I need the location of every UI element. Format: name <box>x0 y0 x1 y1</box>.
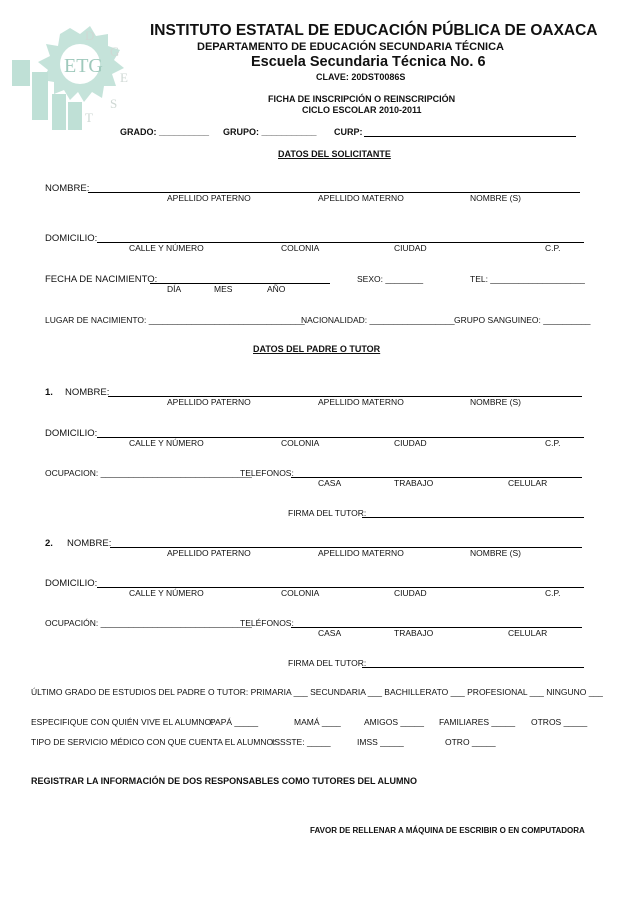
grupo-field[interactable]: GRUPO: ___________ <box>223 127 317 137</box>
logo-letter-d: D <box>85 28 95 43</box>
vive-mama[interactable]: MAMÁ ____ <box>294 717 341 727</box>
tutor1-firma-label: FIRMA DEL TUTOR: <box>288 508 367 518</box>
tutor1-casa: CASA <box>318 478 342 488</box>
vive-familiares[interactable]: FAMILIARES _____ <box>439 717 516 727</box>
section-solicitante-title: DATOS DEL SOLICITANTE <box>278 149 391 159</box>
vive-label: ESPECIFIQUE CON QUIÉN VIVE EL ALUMNO: <box>31 717 214 727</box>
logo-monogram: ETG <box>64 55 103 77</box>
grado-field[interactable]: GRADO: __________ <box>120 127 210 137</box>
tutor2-nombre-label: NOMBRE: <box>67 538 112 549</box>
fecha-dia: DÍA <box>167 284 182 294</box>
logo-letter-g: G <box>110 44 120 59</box>
logo-letter-s: S <box>110 96 118 111</box>
solicitante-domicilio-label: DOMICILIO: <box>45 233 98 244</box>
section-tutor-title: DATOS DEL PADRE O TUTOR <box>253 344 381 354</box>
tutor2-domicilio-label: DOMICILIO: <box>45 578 98 589</box>
tutor1-ciudad: CIUDAD <box>394 438 427 448</box>
tutor2-ciudad: CIUDAD <box>394 588 427 598</box>
institute-title: INSTITUTO ESTATAL DE EDUCACIÓN PÚBLICA DE OAXACA <box>150 22 598 39</box>
nacionalidad-field[interactable]: NACIONALIDAD: __________________ <box>301 315 455 325</box>
medico-imss[interactable]: IMSS _____ <box>357 737 404 747</box>
department-title: DEPARTAMENTO DE EDUCACIÓN SECUNDARIA TÉCNICA <box>197 41 504 53</box>
tutor2-number: 2. <box>45 538 53 549</box>
solicitante-cp: C.P. <box>545 243 561 253</box>
lugar-nacimiento-field[interactable]: LUGAR DE NACIMIENTO: _________________________________ <box>45 315 305 325</box>
tutor2-colonia: COLONIA <box>281 588 320 598</box>
tutor2-apellido-paterno: APELLIDO PATERNO <box>167 548 251 558</box>
tutor1-ocupacion-field[interactable]: OCUPACION: ________________________________ <box>45 468 252 478</box>
tutor2-telefonos-label: TELÉFONOS: <box>240 618 294 628</box>
tutor2-ocupacion-field[interactable]: OCUPACIÓN: ________________________________ <box>45 618 252 628</box>
tutor1-calle: CALLE Y NÚMERO <box>129 438 204 448</box>
medico-otro[interactable]: OTRO _____ <box>445 737 496 747</box>
tutor2-casa: CASA <box>318 628 342 638</box>
tutor1-number: 1. <box>45 387 53 398</box>
registrar-note: REGISTRAR LA INFORMACIÓN DE DOS RESPONSABLES COMO TUTORES DEL ALUMNO <box>31 776 418 786</box>
tutor2-cp: C.P. <box>545 588 561 598</box>
tutor2-apellido-materno: APELLIDO MATERNO <box>318 548 404 558</box>
tutor1-cp: C.P. <box>545 438 561 448</box>
solicitante-nombres: NOMBRE (S) <box>470 193 521 203</box>
tel-field[interactable]: TEL: ____________________ <box>470 274 585 284</box>
tutor2-firma-line[interactable] <box>362 667 584 668</box>
fecha-nacimiento-label: FECHA DE NACIMIENTO: <box>45 274 158 285</box>
solicitante-ciudad: CIUDAD <box>394 243 427 253</box>
clave: CLAVE: 20DST0086S <box>316 72 406 82</box>
tutor1-telefonos-label: TELEFONOS: <box>240 468 294 478</box>
estudios-field[interactable]: ÚLTIMO GRADO DE ESTUDIOS DEL PADRE O TUTOR: PRIMARIA ___ SECUNDARIA ___ BACHILLERATO ___ PROFESIONAL ___ NINGUNO ___ <box>31 687 603 697</box>
solicitante-calle: CALLE Y NÚMERO <box>129 243 204 253</box>
tutor1-domicilio-label: DOMICILIO: <box>45 428 98 439</box>
curp-label: CURP: <box>334 127 363 137</box>
tutor1-colonia: COLONIA <box>281 438 320 448</box>
vive-amigos[interactable]: AMIGOS _____ <box>364 717 425 727</box>
tutor1-nombre-label: NOMBRE: <box>65 387 110 398</box>
tutor2-firma-label: FIRMA DEL TUTOR: <box>288 658 367 668</box>
tutor1-celular: CELULAR <box>508 478 548 488</box>
curp-input-line[interactable] <box>364 136 576 137</box>
tutor1-firma-line[interactable] <box>362 517 584 518</box>
medico-label: TIPO DE SERVICIO MÉDICO CON QUE CUENTA EL ALUMNO: <box>31 737 276 747</box>
tutor2-trabajo: TRABAJO <box>394 628 434 638</box>
solicitante-colonia: COLONIA <box>281 243 320 253</box>
fecha-mes: MES <box>214 284 233 294</box>
grupo-sanguineo-field[interactable]: GRUPO SANGUINEO: __________ <box>454 315 591 325</box>
medico-issste[interactable]: ISSSTE: _____ <box>272 737 331 747</box>
tutor1-apellido-paterno: APELLIDO PATERNO <box>167 397 251 407</box>
vive-papa[interactable]: PAPÁ _____ <box>210 717 259 727</box>
tutor1-apellido-materno: APELLIDO MATERNO <box>318 397 404 407</box>
sexo-field[interactable]: SEXO: ________ <box>357 274 424 284</box>
tutor1-nombres: NOMBRE (S) <box>470 397 521 407</box>
school-name: Escuela Secundaria Técnica No. 6 <box>251 54 486 70</box>
favor-note: FAVOR DE RELLENAR A MÁQUINA DE ESCRIBIR O EN COMPUTADORA <box>310 826 585 835</box>
vive-otros[interactable]: OTROS _____ <box>531 717 588 727</box>
solicitante-nombre-label: NOMBRE: <box>45 183 90 194</box>
tutor1-trabajo: TRABAJO <box>394 478 434 488</box>
solicitante-apellido-paterno: APELLIDO PATERNO <box>167 193 251 203</box>
school-gear-logo <box>8 20 138 135</box>
tutor2-celular: CELULAR <box>508 628 548 638</box>
tutor2-nombres: NOMBRE (S) <box>470 548 521 558</box>
form-title: FICHA DE INSCRIPCIÓN O REINSCRIPCIÓN <box>268 94 456 104</box>
solicitante-apellido-materno: APELLIDO MATERNO <box>318 193 404 203</box>
logo-letter-t: T <box>85 110 93 125</box>
ciclo-escolar: CICLO ESCOLAR 2010-2011 <box>302 105 422 115</box>
fecha-anio: AÑO <box>267 284 286 294</box>
logo-letter-e: E <box>120 70 128 85</box>
tutor2-calle: CALLE Y NÚMERO <box>129 588 204 598</box>
